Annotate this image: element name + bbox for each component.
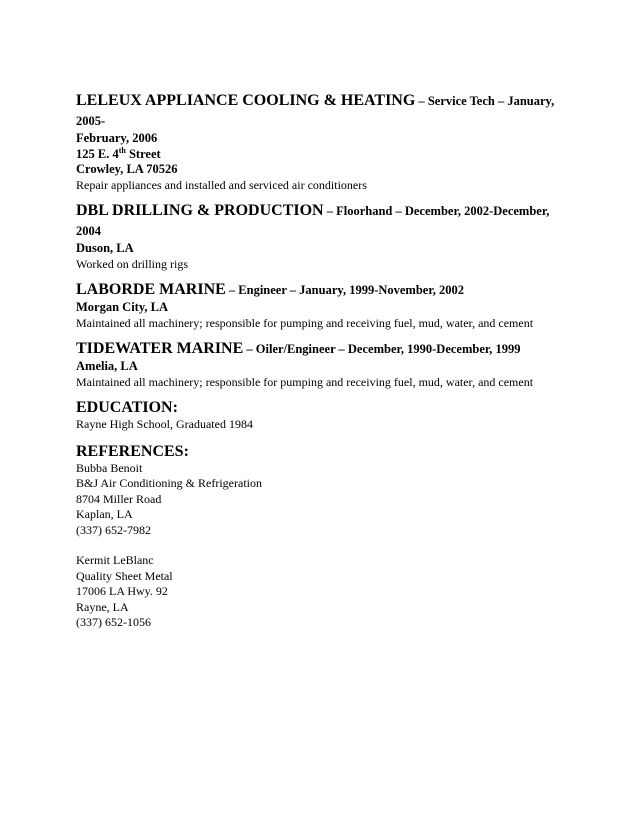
job-title-line	[76, 280, 576, 300]
job-street-address	[76, 147, 576, 163]
reference-phone: (337) 652-1056	[76, 615, 151, 629]
job-description: Maintained all machinery; responsible for pumping and receiving fuel, mud, water, and cement	[76, 374, 534, 389]
resume-page	[76, 91, 576, 646]
job-entry-leleux	[76, 91, 576, 193]
job-city: Morgan City, LA	[76, 300, 169, 314]
job-description: Maintained all machinery; responsible for pumping and receiving fuel, mud, water, and cement	[76, 315, 534, 330]
job-role-dates: – Floorhand – December, 2002-December, 2004	[76, 204, 550, 238]
reference-entry	[76, 461, 576, 539]
job-end-date: February, 2006	[76, 131, 158, 145]
reference-address: 17006 LA Hwy. 92	[76, 584, 168, 598]
reference-city: Kaplan, LA	[76, 507, 133, 521]
job-description: Worked on drilling rigs	[76, 256, 189, 271]
job-city: Amelia, LA	[76, 359, 138, 373]
job-city: Crowley, LA 70526	[76, 162, 178, 176]
reference-name: Kermit LeBlanc	[76, 553, 154, 567]
references-section	[76, 442, 576, 631]
job-role-dates: – Oiler/Engineer – December, 1990-December, 1999	[243, 342, 521, 356]
reference-city: Rayne, LA	[76, 599, 129, 614]
job-role-dates: – Service Tech – January, 2005-	[76, 94, 555, 128]
reference-entry	[76, 553, 576, 631]
education-heading: EDUCATION:	[76, 399, 178, 416]
company-name: DBL DRILLING & PRODUCTION	[76, 202, 324, 219]
reference-phone: (337) 652-7982	[76, 522, 151, 537]
street-ordinal: th	[118, 145, 126, 155]
reference-name: Bubba Benoit	[76, 460, 143, 475]
reference-company: B&J Air Conditioning & Refrigeration	[76, 476, 262, 490]
company-name: LELEUX APPLIANCE COOLING & HEATING	[76, 92, 416, 109]
company-name: LABORDE MARINE	[76, 281, 226, 298]
reference-address: 8704 Miller Road	[76, 491, 162, 506]
education-section	[76, 398, 576, 433]
reference-company: Quality Sheet Metal	[76, 568, 173, 583]
education-text: Rayne High School, Graduated 1984	[76, 417, 253, 431]
job-description: Repair appliances and installed and serviced air conditioners	[76, 177, 367, 192]
job-title-line	[76, 201, 576, 241]
job-entry-dbl	[76, 201, 576, 272]
references-heading: REFERENCES:	[76, 442, 189, 460]
job-role-dates: – Engineer – January, 1999-November, 2002	[225, 283, 464, 297]
street-name: Street	[125, 146, 161, 161]
street-number: 125 E. 4	[76, 146, 119, 161]
job-title-line	[76, 91, 576, 131]
job-entry-tidewater	[76, 339, 576, 390]
job-entry-laborde	[76, 280, 576, 331]
job-city: Duson, LA	[76, 241, 134, 255]
job-title-line	[76, 339, 576, 359]
company-name: TIDEWATER MARINE	[76, 340, 244, 357]
